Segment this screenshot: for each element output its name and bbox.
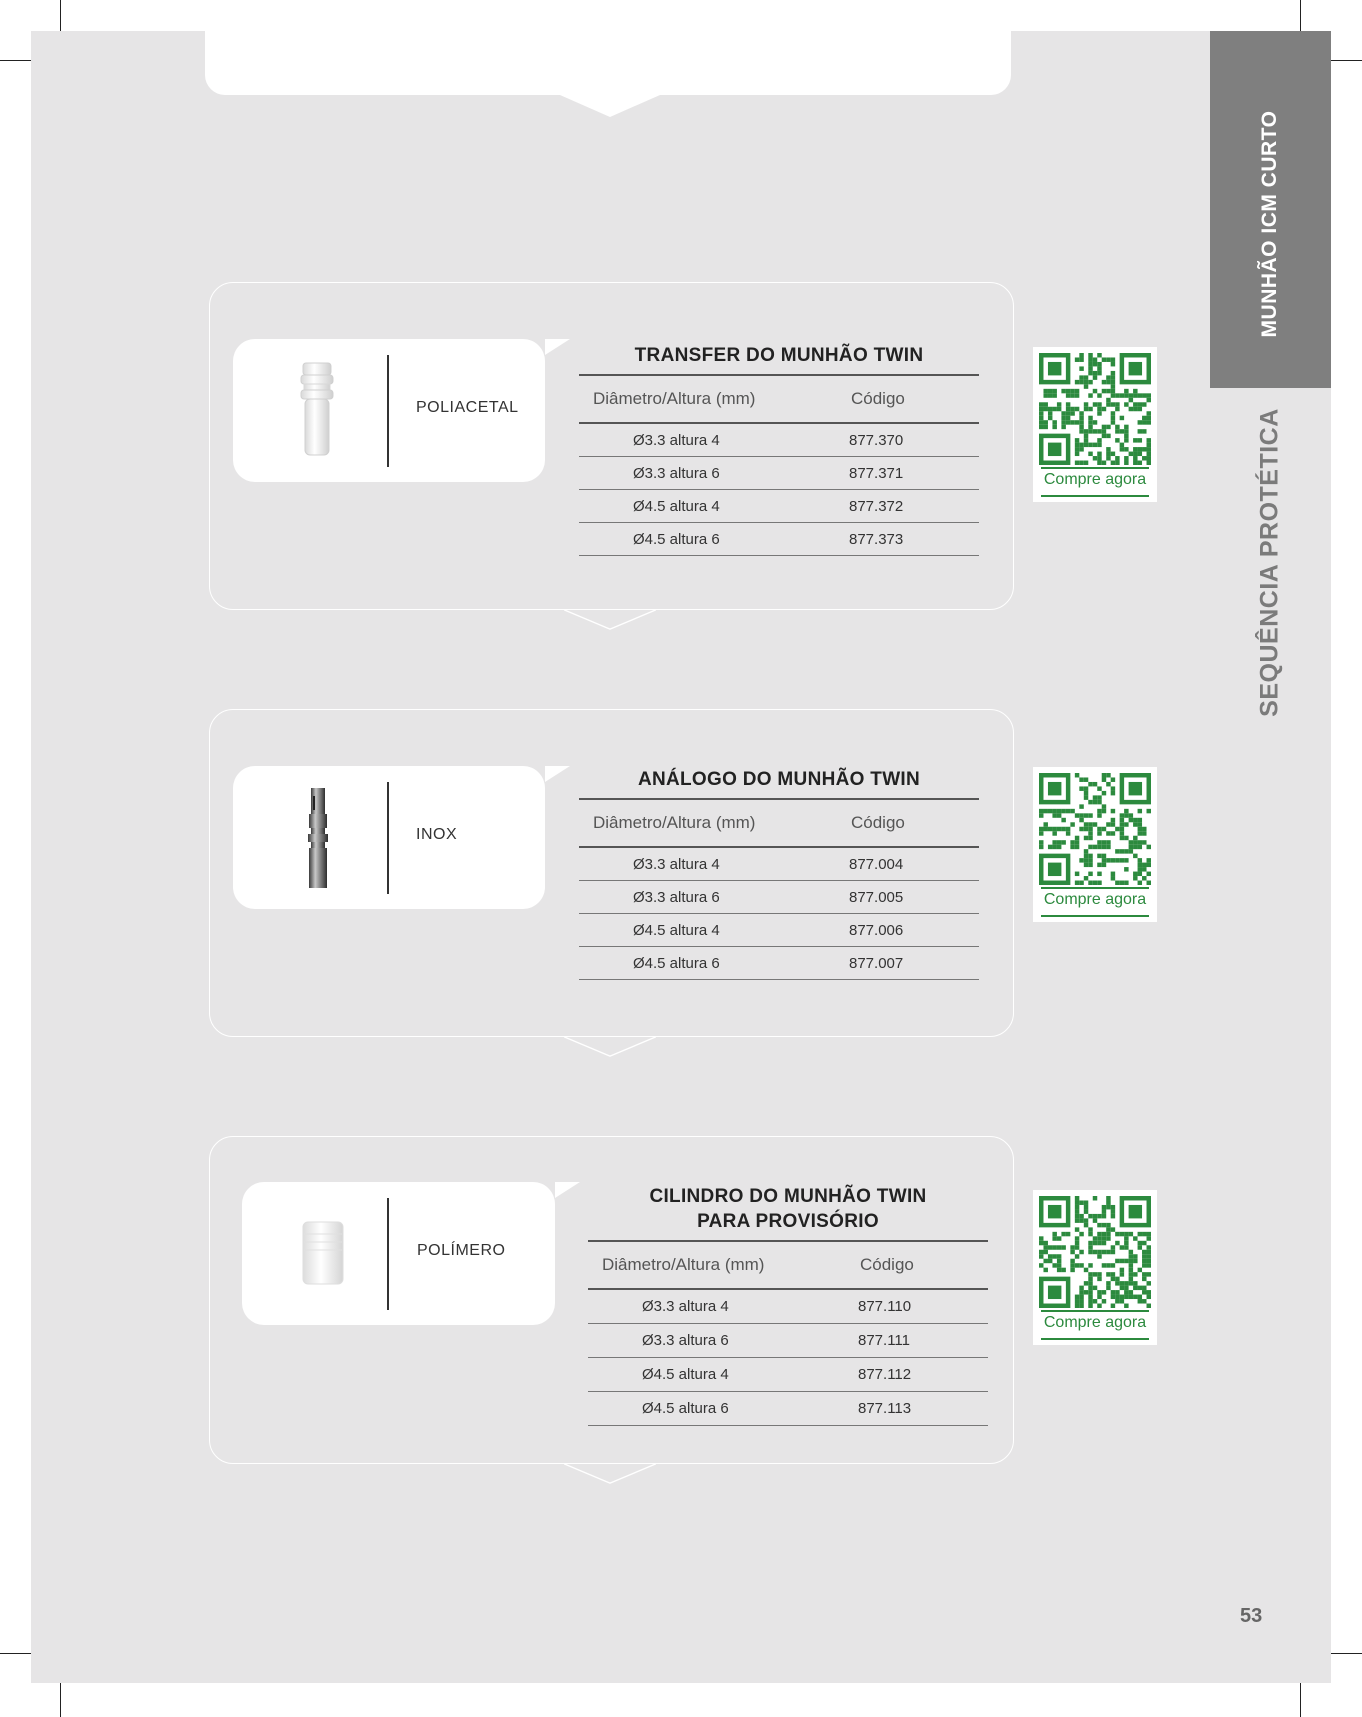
qr-label-line — [1041, 887, 1149, 889]
crop-mark — [0, 60, 31, 61]
cell-code: 877.373 — [849, 530, 904, 548]
box-divider — [387, 782, 389, 894]
cell-code: 877.007 — [849, 954, 904, 972]
cell-size: Ø3.3 altura 6 — [642, 1332, 729, 1349]
product-title-line: CILINDRO DO MUNHÃO TWIN — [649, 1186, 927, 1207]
product-table-3 — [588, 1184, 988, 1426]
table-header — [588, 1242, 988, 1290]
qr-label-line — [1041, 915, 1149, 917]
qr-label: Compre agora — [1043, 1314, 1147, 1331]
product-table-1 — [579, 343, 979, 556]
cell-size: Ø3.3 altura 6 — [633, 888, 720, 906]
cell-size: Ø4.5 altura 4 — [642, 1366, 729, 1383]
column-header-diameter: Diâmetro/Altura (mm) — [602, 1255, 765, 1274]
card-notch — [560, 1463, 660, 1485]
card-notch — [560, 1036, 660, 1058]
crop-mark — [1331, 1653, 1362, 1654]
cell-code: 877.112 — [858, 1366, 912, 1383]
table-row — [588, 1324, 988, 1358]
table-row — [579, 947, 979, 980]
top-tab — [205, 31, 1011, 95]
box-flag — [545, 339, 570, 355]
product-info-box — [242, 1182, 555, 1325]
qr-code-link[interactable] — [1033, 767, 1157, 922]
table-row — [579, 457, 979, 490]
product-title — [588, 1184, 988, 1242]
product-title — [579, 767, 979, 800]
product-title-line: PARA PROVISÓRIO — [697, 1211, 879, 1232]
product-info-box — [233, 766, 545, 909]
cell-size: Ø4.5 altura 6 — [633, 954, 720, 972]
table-row — [579, 914, 979, 947]
product-material: POLÍMERO — [417, 1242, 506, 1259]
cell-size: Ø4.5 altura 6 — [633, 530, 720, 548]
cell-code: 877.371 — [849, 464, 904, 482]
qr-code-link[interactable] — [1033, 1190, 1157, 1345]
crop-mark — [1300, 0, 1301, 31]
table-header — [579, 376, 979, 424]
page-number: 53 — [1240, 1605, 1263, 1627]
qr-code-icon — [1039, 773, 1151, 885]
cell-code: 877.006 — [849, 921, 904, 939]
box-divider — [387, 355, 389, 467]
cell-size: Ø3.3 altura 4 — [633, 855, 720, 873]
qr-label-line — [1041, 1310, 1149, 1312]
cell-code: 877.113 — [858, 1400, 912, 1417]
qr-label: Compre agora — [1043, 471, 1147, 488]
analog-icon — [303, 786, 333, 890]
box-flag — [545, 766, 570, 782]
table-row — [588, 1290, 988, 1324]
column-header-diameter: Diâmetro/Altura (mm) — [593, 389, 756, 408]
product-title-line: TRANSFER DO MUNHÃO TWIN — [634, 345, 924, 366]
crop-mark — [0, 1653, 31, 1654]
box-flag — [555, 1182, 580, 1198]
cell-code: 877.111 — [858, 1332, 910, 1349]
cell-code: 877.370 — [849, 431, 904, 449]
product-material: POLIACETAL — [416, 399, 519, 416]
column-header-code: Código — [851, 813, 905, 832]
cell-size: Ø4.5 altura 6 — [642, 1400, 729, 1417]
cell-size: Ø4.5 altura 4 — [633, 497, 720, 515]
section-tab-label: MUNHÃO ICM CURTO — [1258, 110, 1281, 338]
cell-code: 877.372 — [849, 497, 904, 515]
product-table-2 — [579, 767, 979, 980]
table-row — [579, 881, 979, 914]
qr-label-line — [1041, 495, 1149, 497]
cell-code: 877.110 — [858, 1298, 912, 1315]
cylinder-icon — [300, 1220, 346, 1286]
product-info-box — [233, 339, 545, 482]
crop-mark — [1300, 1683, 1301, 1717]
section-subtitle: SEQUÊNCIA PROTÉTICA — [1255, 408, 1284, 717]
column-header-code: Código — [860, 1255, 914, 1274]
top-tab-notch — [560, 95, 660, 117]
column-header-code: Código — [851, 389, 905, 408]
qr-code-link[interactable] — [1033, 347, 1157, 502]
table-header — [579, 800, 979, 848]
product-title-line: ANÁLOGO DO MUNHÃO TWIN — [637, 769, 921, 790]
cell-size: Ø3.3 altura 6 — [633, 464, 720, 482]
crop-mark — [60, 1683, 61, 1717]
cell-code: 877.004 — [849, 855, 904, 873]
table-row — [588, 1392, 988, 1426]
table-row — [579, 490, 979, 523]
cell-size: Ø4.5 altura 4 — [633, 921, 720, 939]
card-notch — [560, 609, 660, 631]
column-header-diameter: Diâmetro/Altura (mm) — [593, 813, 756, 832]
box-divider — [387, 1198, 389, 1310]
table-row — [579, 424, 979, 457]
table-row — [579, 848, 979, 881]
table-row — [588, 1358, 988, 1392]
cell-code: 877.005 — [849, 888, 904, 906]
product-material: INOX — [416, 826, 458, 843]
qr-code-icon — [1039, 1196, 1151, 1308]
crop-mark — [60, 0, 61, 31]
qr-code-icon — [1039, 353, 1151, 465]
cell-size: Ø3.3 altura 4 — [633, 431, 720, 449]
crop-mark — [1331, 60, 1362, 61]
cell-size: Ø3.3 altura 4 — [642, 1298, 729, 1315]
table-row — [579, 523, 979, 556]
transfer-icon — [295, 361, 341, 461]
qr-label-line — [1041, 1338, 1149, 1340]
qr-label-line — [1041, 467, 1149, 469]
product-title — [579, 343, 979, 376]
qr-label: Compre agora — [1043, 891, 1147, 908]
